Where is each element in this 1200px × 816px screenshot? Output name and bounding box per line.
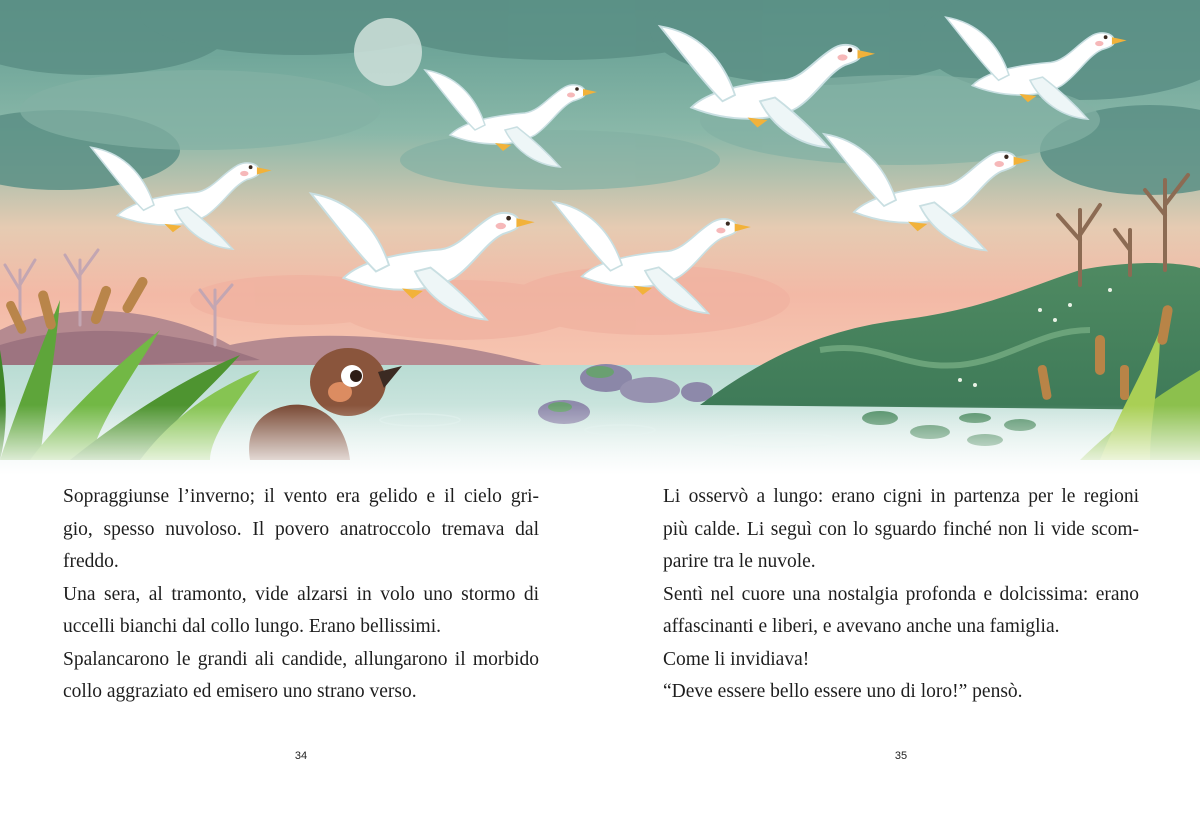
page-number-right: 35	[894, 750, 908, 762]
page-number-left: 34	[294, 750, 308, 762]
text-line: Sopraggiunse l’inverno; il vento era gelido e il cielo gri-	[63, 486, 539, 507]
text-line: parire tra le nuvole.	[663, 551, 816, 572]
text-line: collo aggraziato ed emisero uno strano verso.	[63, 681, 417, 702]
text-line: Sentì nel cuore una nostalgia profonda e dolcissima: erano	[663, 583, 1139, 605]
text-line: affascinanti e liberi, e avevano anche una famiglia.	[663, 616, 1060, 637]
left-page-text	[63, 481, 539, 709]
right-page-text	[663, 481, 1139, 709]
text-line: uccelli bianchi dal collo lungo. Erano bellissimi.	[63, 616, 441, 637]
text-line: Una sera, al tramonto, vide alzarsi in volo uno stormo di	[63, 583, 539, 605]
text-line: “Deve essere bello essere uno di loro!” pensò.	[663, 681, 1023, 702]
text-line: Li osservò a lungo: erano cigni in partenza per le regioni	[663, 486, 1139, 507]
text-line: freddo.	[63, 551, 119, 572]
text-line: più calde. Li seguì con lo sguardo finché non li vide scom-	[663, 518, 1139, 540]
text-line: Come li invidiava!	[663, 648, 810, 670]
text-line: Spalancarono le grandi ali candide, allungarono il morbido	[63, 648, 539, 670]
text-line: gio, spesso nuvoloso. Il povero anatroccolo tremava dal	[63, 518, 539, 540]
